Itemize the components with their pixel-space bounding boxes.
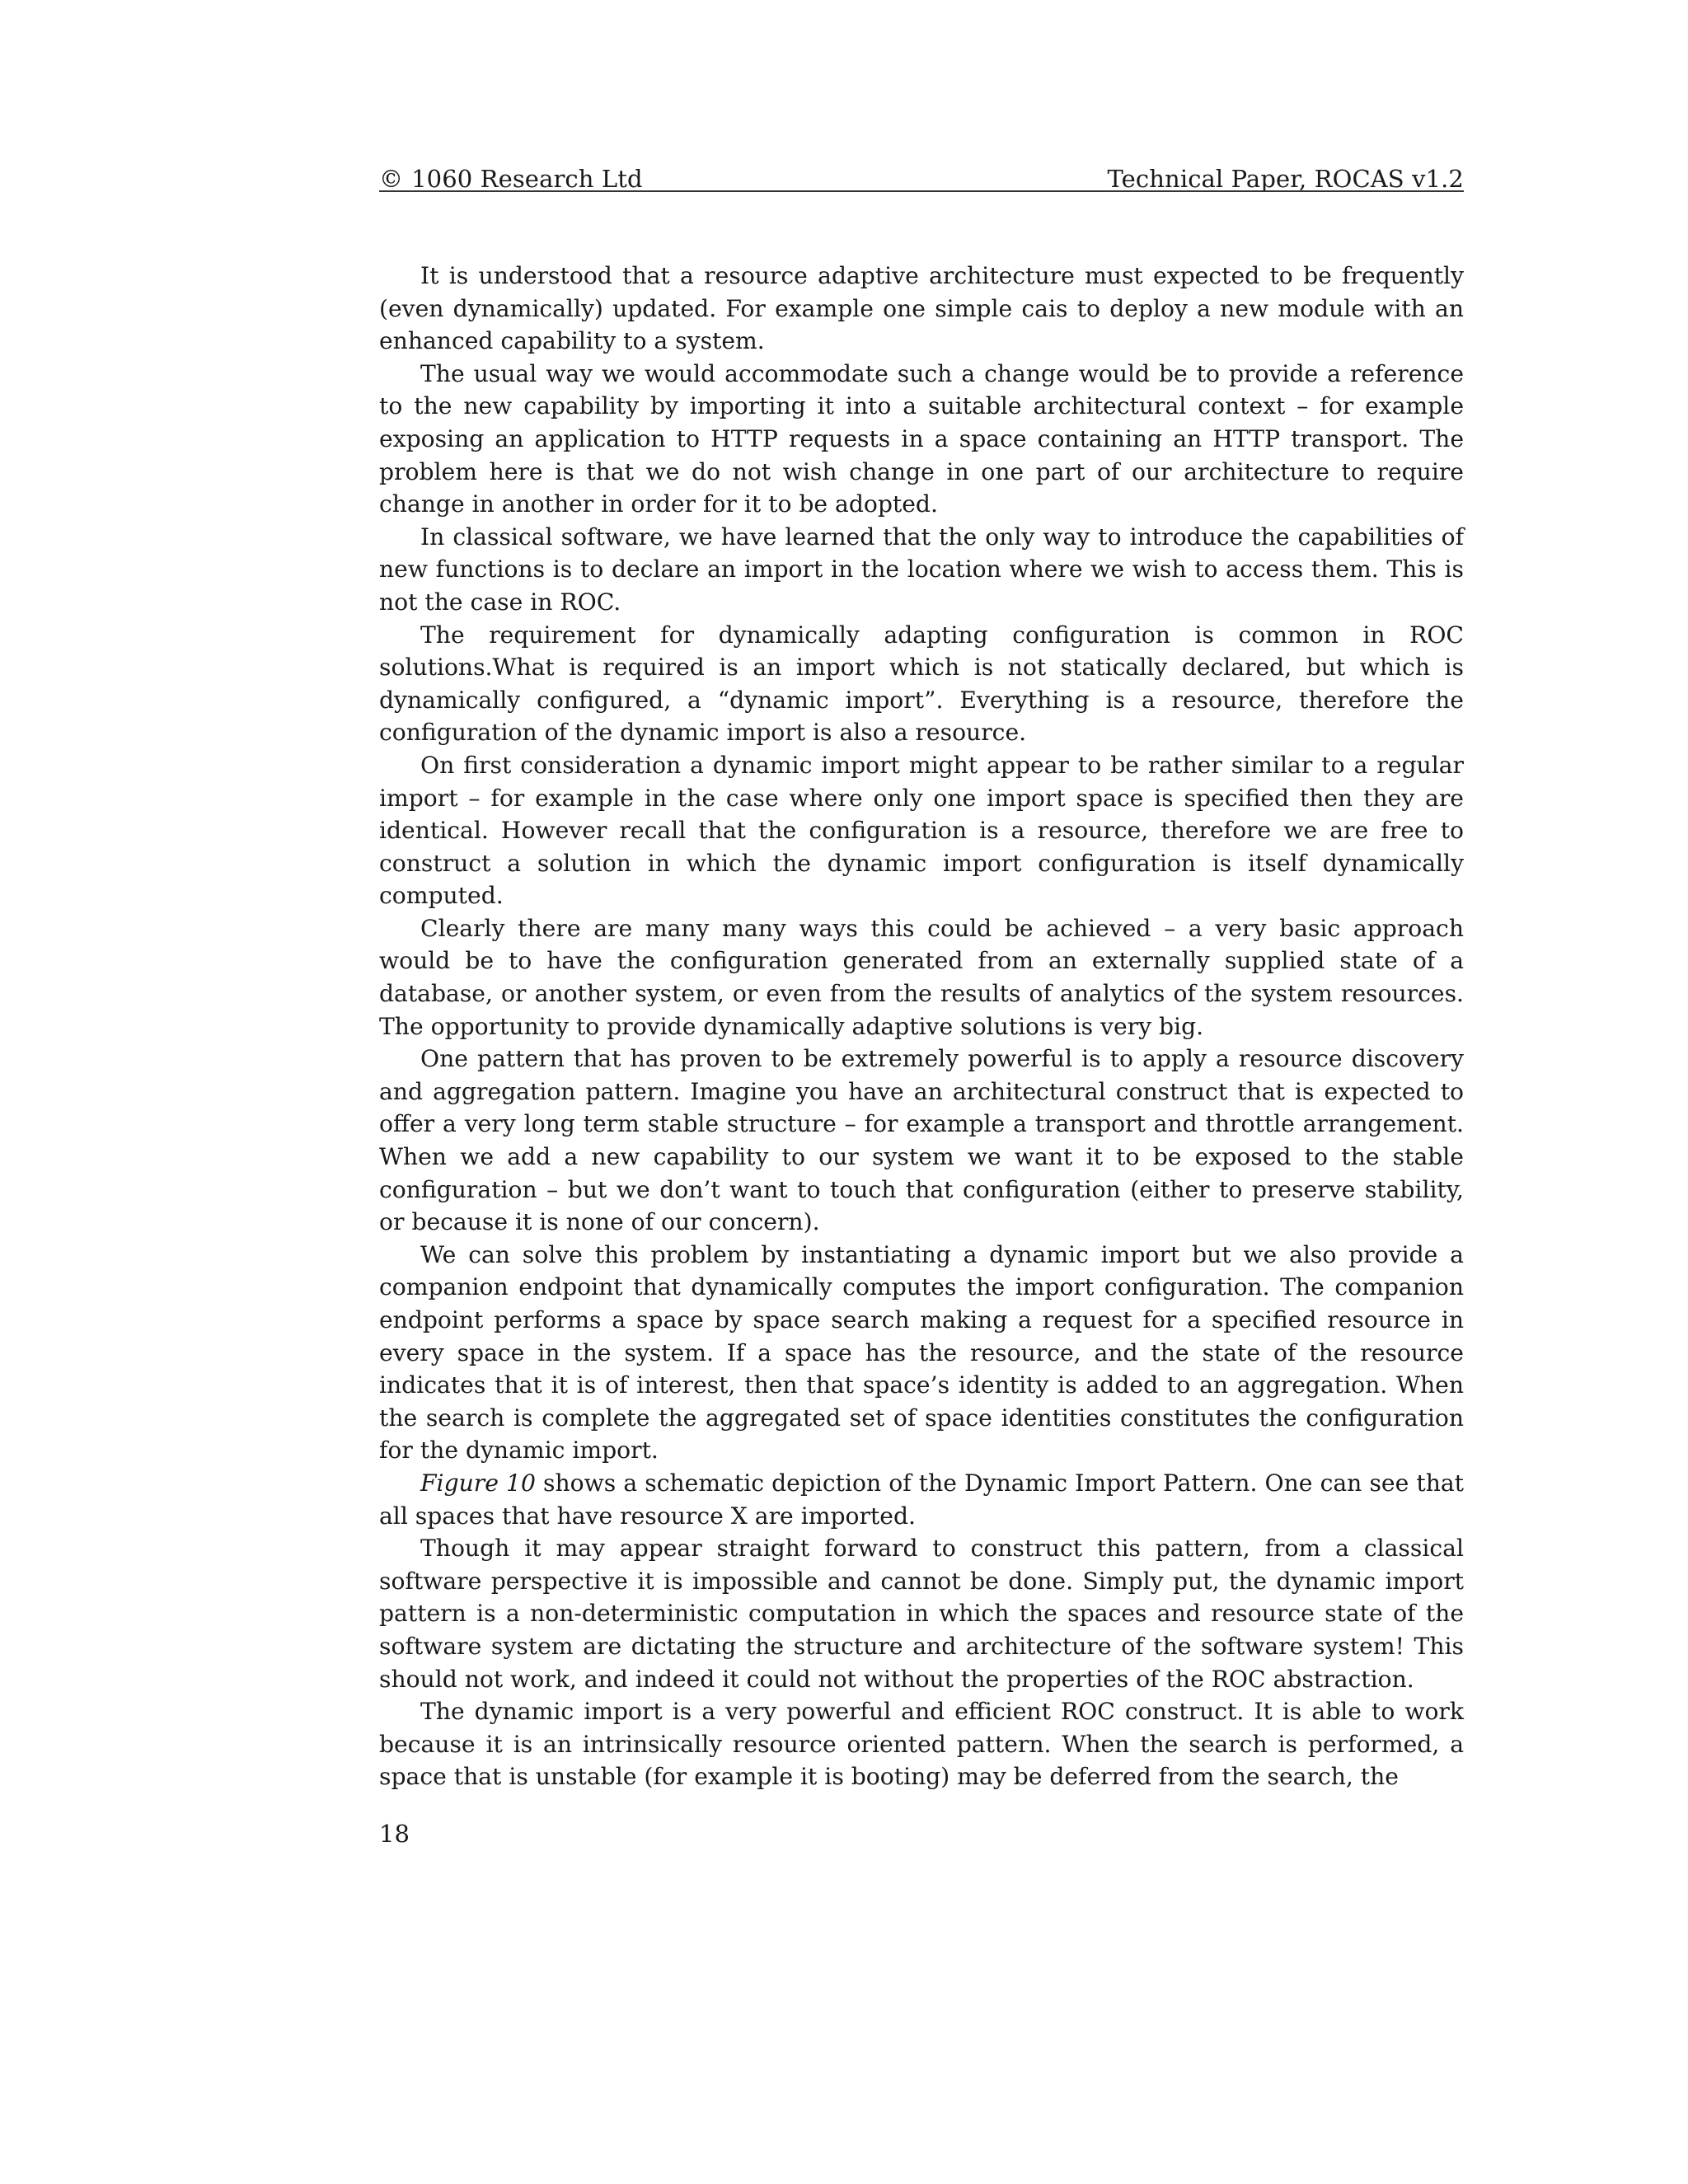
- page-header: [379, 155, 1464, 193]
- header-right: Technical Paper, ROCAS v1.2: [1107, 165, 1464, 193]
- figure-paragraph-text: shows a schematic depiction of the Dynamic Import Pattern. One can see that all spaces that have resource X are imported.: [379, 1469, 1464, 1530]
- page-number: 18: [379, 1820, 410, 1848]
- paragraph: One pattern that has proven to be extremely powerful is to apply a resource discovery and aggregation pattern. Imagine you have an architectural construct that is expected to offer a very long term stable structure – for example a transport and throttle arrangement. When we add a new capability to our system we want it to be exposed to the stable configuration – but we don’t want to touch that configuration (either to preserve stability, or because it is none of our concern).: [379, 1045, 1464, 1236]
- header-publisher: 1060 Research Ltd: [411, 165, 643, 193]
- paragraph: The usual way we would accommodate such a change would be to provide a reference to the new capability by importing it into a suitable architectural context – for example exposing an application to HTTP requests in a space containing an HTTP transport. The problem here is that we do not wish change in one part of our architecture to require change in another in order for it to be adopted.: [379, 359, 1464, 518]
- paragraph: We can solve this problem by instantiating a dynamic import but we also provide a companion endpoint that dynamically computes the import configuration. The companion endpoint performs a space by space search making a request for a specified resource in every space in the system. If a space has the resource, and the state of the resource indicates that it is of interest, then that space’s identity is added to an aggregation. When the search is complete the aggregated set of space identities constitutes the configuration for the dynamic import.: [379, 1240, 1464, 1465]
- header-left: [379, 165, 643, 193]
- header-rule: [379, 190, 1464, 192]
- copyright-icon: ©: [379, 165, 404, 193]
- body-text: [379, 260, 1464, 1793]
- paragraph: It is understood that a resource adaptive architecture must expected to be frequently (even dynamically) updated. For example one simple cais to deploy a new module with an enhanced capability to a system.: [379, 262, 1464, 355]
- paragraph: Clearly there are many many ways this could be achieved – a very basic approach would be to have the configuration generated from an externally supplied state of a database, or another system, or even from the results of analytics of the system resources. The opportunity to provide dynamically adaptive solutions is very big.: [379, 914, 1464, 1040]
- paragraph: The dynamic import is a very powerful and efficient ROC construct. It is able to work because it is an intrinsically resource oriented pattern. When the search is performed, a space that is unstable (for example it is booting) may be deferred from the search, the: [379, 1698, 1464, 1791]
- paragraph: The requirement for dynamically adapting configuration is common in ROC solutions.What is required is an import which is not statically declared, but which is dynamically configured, a “dynamic import”. Everything is a resource, therefore the configuration of the dynamic import is also a resource.: [379, 621, 1464, 747]
- paragraph: In classical software, we have learned that the only way to introduce the capabilities of new functions is to declare an import in the location where we wish to access them. This is not the case in ROC.: [379, 523, 1464, 616]
- paragraph: Though it may appear straight forward to construct this pattern, from a classical software perspective it is impossible and cannot be done. Simply put, the dynamic import pattern is a non-deterministic computation in which the spaces and resource state of the software system are dictating the structure and architecture of the software system! This should not work, and indeed it could not without the properties of the ROC abstraction.: [379, 1535, 1464, 1693]
- figure-reference: Figure 10: [420, 1469, 536, 1497]
- paragraph: On first consideration a dynamic import might appear to be rather similar to a regular import – for example in the case where only one import space is specified then they are identical. However recall that the configuration is a resource, therefore we are free to construct a solution in which the dynamic import configuration is itself dynamically computed.: [379, 751, 1464, 910]
- figure-paragraph: [379, 1467, 1464, 1532]
